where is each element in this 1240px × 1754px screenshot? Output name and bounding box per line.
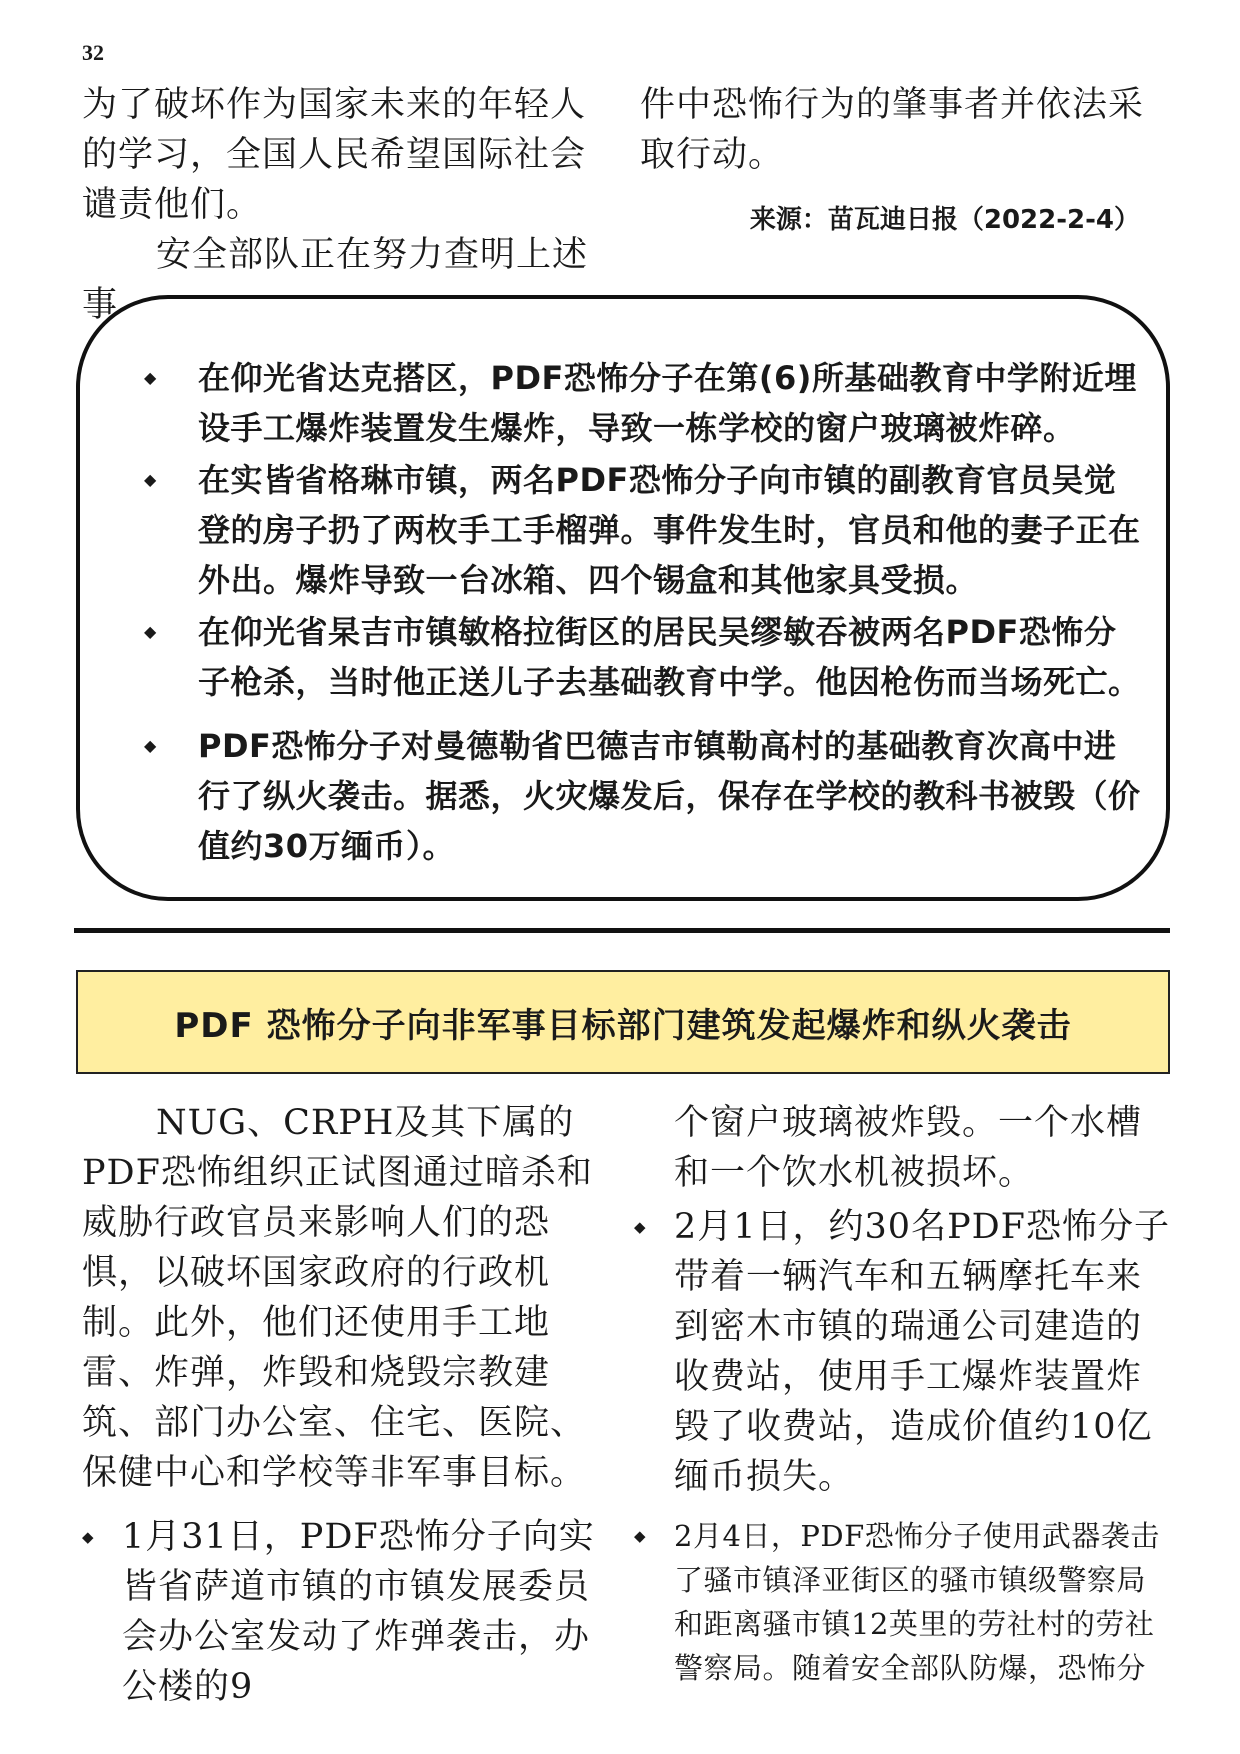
diamond-bullet-icon: ◆ — [144, 622, 157, 641]
list-item-text: 1月31日，PDF恐怖分子向实皆省萨道市镇的市镇发展委员会办公室发动了炸弹袭击，办公楼的9 — [122, 1517, 595, 1707]
article-list-left — [82, 1512, 602, 1712]
list-item-text: 在仰光省杲吉市镇敏格拉街区的居民吴缪敏吞被两名PDF恐怖分子枪杀，当时他正送儿子去基础教育中学。他因枪伤而当场死亡。 — [198, 613, 1141, 701]
top-right-column — [640, 80, 1170, 240]
article-list-right — [634, 1202, 1174, 1690]
list-item-text: 在实皆省格琳市镇，两名PDF恐怖分子向市镇的副教育官员吴觉登的房子扔了两枚手工手榴弹。事件发生时，官员和他的妻子正在外出。爆炸导致一台冰箱、四个锡盒和其他家具受损。 — [198, 461, 1141, 599]
list-item — [110, 455, 1142, 605]
top-right-paragraph: 件中恐怖行为的肇事者并依法采取行动。 — [640, 85, 1145, 175]
list-item — [82, 1512, 602, 1712]
diamond-bullet-icon: ◆ — [144, 470, 157, 489]
list-item-text: PDF恐怖分子对曼德勒省巴德吉市镇勒高村的基础教育次高中进行了纵火袭击。据悉，火灾爆发后，保存在学校的教科书被毁（价值约30万缅币）。 — [198, 727, 1141, 865]
list-item — [110, 607, 1142, 707]
diamond-bullet-icon: ◆ — [634, 1218, 647, 1236]
top-left-paragraph: 为了破坏作为国家未来的年轻人的学习，全国人民希望国际社会谴责他们。 — [82, 85, 587, 225]
news-summary-list — [110, 353, 1142, 871]
list-item — [634, 1202, 1174, 1502]
list-item — [110, 353, 1142, 453]
article-right-column — [634, 1098, 1174, 1690]
diamond-bullet-icon: ◆ — [144, 736, 157, 755]
top-left-column — [82, 80, 602, 330]
page-number: 32 — [82, 40, 104, 65]
article-intro: NUG、CRPH及其下属的PDF恐怖组织正试图通过暗杀和威胁行政官员来影响人们的恐惧，以破坏国家政府的行政机制。此外，他们还使用手工地雷、炸弹，炸毁和烧毁宗教建筑、部门办公室、住宅、医院、保健中心和学校等非军事目标。 — [82, 1103, 593, 1493]
list-item-text: 在仰光省达克搭区，PDF恐怖分子在第(6)所基础教育中学附近埋设手工爆炸装置发生爆炸，导致一栋学校的窗户玻璃被炸碎。 — [198, 359, 1137, 447]
diamond-bullet-icon: ◆ — [144, 368, 157, 387]
article-left-column — [82, 1098, 602, 1712]
diamond-bullet-icon: ◆ — [82, 1528, 95, 1546]
article-item1-continued: 个窗户玻璃被炸毁。一个水槽和一个饮水机被损坏。 — [674, 1103, 1143, 1193]
section-divider — [74, 928, 1170, 933]
article-headline: PDF 恐怖分子向非军事目标部门建筑发起爆炸和纵火袭击 — [76, 970, 1170, 1074]
list-item — [110, 721, 1142, 871]
list-item-text: 2月1日，约30名PDF恐怖分子带着一辆汽车和五辆摩托车来到密木市镇的瑞通公司建造的收费站，使用手工爆炸装置炸毁了收费站，造成价值约10亿缅币损失。 — [674, 1207, 1170, 1497]
list-item — [634, 1514, 1174, 1690]
diamond-bullet-icon: ◆ — [634, 1527, 647, 1545]
top-left-paragraph-2: 安全部队正在努力查明上述事 — [82, 235, 589, 325]
list-item-text: 2月4日，PDF恐怖分子使用武器袭击了骚市镇泽亚街区的骚市镇级警察局和距离骚市镇12英里的劳社村的劳社警察局。随着安全部队防爆，恐怖分 — [674, 1519, 1160, 1685]
source-citation: 来源：苗瓦迪日报（2022-2-4） — [749, 205, 1140, 235]
news-summary-box — [76, 295, 1170, 901]
